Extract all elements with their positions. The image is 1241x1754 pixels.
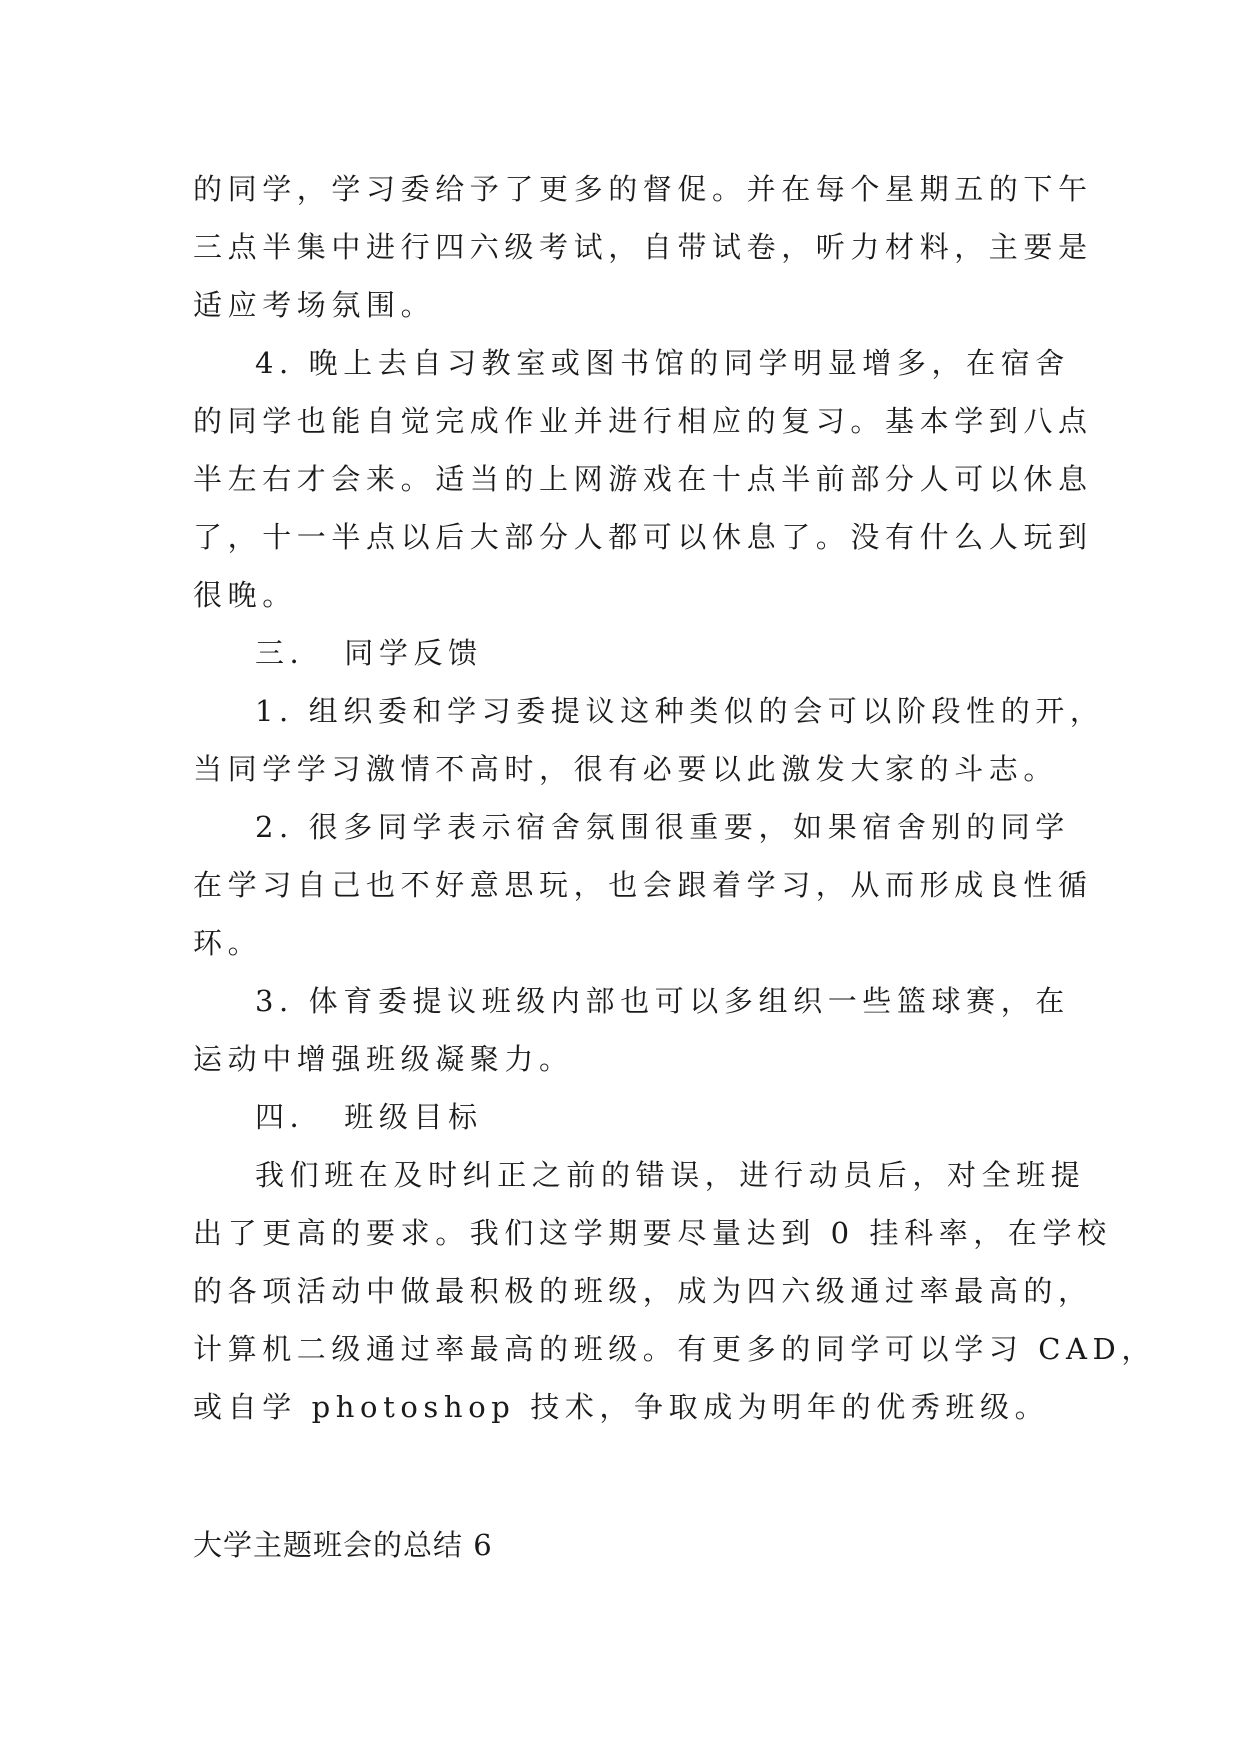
document-body (193, 160, 1157, 1436)
next-section-title: 大学主题班会的总结 6 (193, 1528, 493, 1562)
section-heading-goals: 四． 班级目标 (255, 1100, 483, 1134)
paragraph-line: 2. 很多同学表示宿舍氛围很重要，如果宿舍别的同学 (255, 810, 1070, 844)
paragraph-line: 了，十一半点以后大部分人都可以休息了。没有什么人玩到 (193, 520, 1093, 554)
paragraph-line: 1. 组织委和学习委提议这种类似的会可以阶段性的开， (255, 694, 1105, 728)
paragraph-line: 半左右才会来。适当的上网游戏在十点半前部分人可以休息 (193, 462, 1093, 496)
paragraph-line: 的各项活动中做最积极的班级，成为四六级通过率最高的， (193, 1274, 1093, 1308)
paragraph-line: 计算机二级通过率最高的班级。有更多的同学可以学习 CAD， (193, 1332, 1157, 1366)
paragraph-line: 当同学学习激情不高时，很有必要以此激发大家的斗志。 (193, 752, 1059, 786)
paragraph-line: 运动中增强班级凝聚力。 (193, 1042, 574, 1076)
paragraph-line: 的同学也能自觉完成作业并进行相应的复习。基本学到八点 (193, 404, 1093, 438)
paragraph-line: 在学习自己也不好意思玩，也会跟着学习，从而形成良性循 (193, 868, 1093, 902)
paragraph-line: 我们班在及时纠正之前的错误，进行动员后，对全班提 (255, 1158, 1086, 1192)
paragraph-line: 或自学 photoshop 技术，争取成为明年的优秀班级。 (193, 1390, 1050, 1424)
paragraph-line: 三点半集中进行四六级考试，自带试卷，听力材料，主要是 (193, 230, 1093, 264)
paragraph-line: 出了更高的要求。我们这学期要尽量达到 0 挂科率，在学校 (193, 1216, 1112, 1250)
paragraph-line: 的同学，学习委给予了更多的督促。并在每个星期五的下午 (193, 172, 1093, 206)
paragraph-line: 3. 体育委提议班级内部也可以多组织一些篮球赛，在 (255, 984, 1070, 1018)
paragraph-line: 很晚。 (193, 578, 297, 612)
paragraph-line: 4. 晚上去自习教室或图书馆的同学明显增多，在宿舍 (255, 346, 1070, 380)
paragraph-line: 适应考场氛围。 (193, 288, 436, 322)
paragraph-line: 环。 (193, 926, 263, 960)
section-heading-feedback: 三． 同学反馈 (255, 636, 483, 670)
